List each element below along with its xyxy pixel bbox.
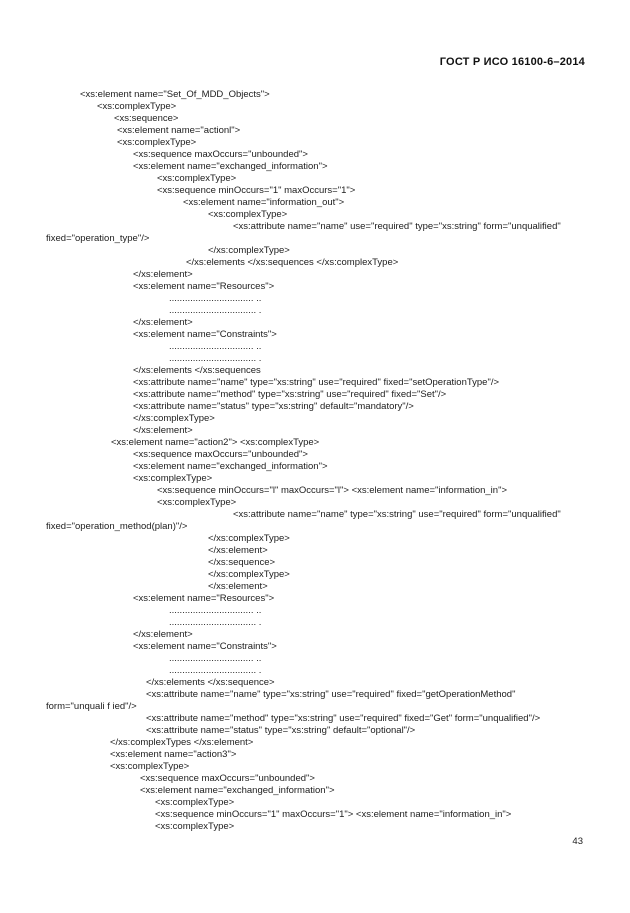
code-line: <xs:complexType>: [155, 797, 235, 808]
code-line: <xs:complexType>: [117, 137, 197, 148]
code-line: <xs:sequence maxOccurs="unbounded">: [140, 773, 315, 784]
code-line: <xs:element name="Set_Of_MDD_Objects">: [80, 89, 270, 100]
code-line: <xs:attribute name="name" type="xs:string" use="required" fixed="getOperationMethod": [146, 689, 516, 700]
code-line: <xs:sequence minOccurs="1" maxOccurs="1"> <xs:element name="information_in">: [155, 809, 512, 820]
code-line: <xs:complexType>: [157, 497, 237, 508]
code-line: <xs:sequence maxOccurs="unbounded">: [133, 449, 308, 460]
code-line: </xs:element>: [208, 545, 268, 556]
code-line: </xs:complexType>: [208, 533, 290, 544]
code-line: fixed="operation_method(plan)"/>: [46, 521, 188, 532]
code-line: </xs:element>: [133, 629, 193, 640]
code-line: <xs:element name="exchanged_information">: [140, 785, 335, 796]
code-line: </xs:complexType>: [208, 245, 290, 256]
code-line: <xs:complexType>: [110, 761, 190, 772]
code-line: ................................. .: [169, 353, 262, 364]
code-line: ................................ ..: [169, 605, 262, 616]
code-line: <xs:complexType>: [208, 209, 288, 220]
code-line: <xs:complexType>: [157, 173, 237, 184]
code-line: </xs:elements </xs:sequences: [133, 365, 261, 376]
code-line: <xs:element name="Resources">: [133, 281, 275, 292]
page-number: 43: [572, 836, 583, 847]
document-header: ГОСТ Р ИСО 16100-6–2014: [439, 56, 585, 68]
code-line: <xs:element name="Resources">: [133, 593, 275, 604]
code-line: </xs:complexTypes </xs:element>: [110, 737, 254, 748]
code-line: <xs:attribute name="status" type="xs:string" default="mandatory"/>: [133, 401, 414, 412]
code-line: </xs:element>: [133, 269, 193, 280]
code-line: ................................. .: [169, 665, 262, 676]
code-line: ................................ ..: [169, 341, 262, 352]
code-line: </xs:element>: [208, 581, 268, 592]
code-line: <xs:element name="actionl">: [117, 125, 241, 136]
code-line: </xs:element>: [133, 317, 193, 328]
code-line: <xs:element name="action2"> <xs:complexType>: [111, 437, 320, 448]
code-line: </xs:complexType>: [133, 413, 215, 424]
code-line: ................................ ..: [169, 293, 262, 304]
code-line: <xs:attribute name="name" use="required" type="xs:string" form="unqualified": [233, 221, 561, 232]
code-line: <xs:element name="exchanged_information">: [133, 461, 328, 472]
code-line: <xs:element name="Constraints">: [133, 329, 277, 340]
code-line: ................................ ..: [169, 653, 262, 664]
code-line: <xs:sequence minOccurs="l" maxOccurs="l"> <xs:element name="information_in">: [157, 485, 507, 496]
code-line: <xs:attribute name="status" type="xs:string" default="optional"/>: [146, 725, 416, 736]
code-line: <xs:element name="exchanged_information">: [133, 161, 328, 172]
code-line: <xs:element name="information_out">: [183, 197, 345, 208]
code-line: <xs:attribute name="name" type="xs:string" use="required" fixed="setOperationType"/>: [133, 377, 500, 388]
code-line: fixed="operation_type"/>: [46, 233, 150, 244]
code-line: </xs:complexType>: [208, 569, 290, 580]
code-line: ................................. .: [169, 617, 262, 628]
code-line: <xs:attribute name="method" type="xs:string" use="required" fixed="Set"/>: [133, 389, 447, 400]
code-line: <xs:complexType>: [155, 821, 235, 832]
code-line: ................................. .: [169, 305, 262, 316]
code-line: <xs:attribute name="method" type="xs:string" use="required" fixed="Get" form="unqualified"/>: [146, 713, 541, 724]
code-line: <xs:sequence maxOccurs="unbounded">: [133, 149, 308, 160]
code-line: <xs:sequence minOccurs="1" maxOccurs="1">: [157, 185, 356, 196]
code-line: <xs:element name="action3">: [110, 749, 237, 760]
code-block: [0, 89, 630, 833]
code-line: <xs:sequence>: [114, 113, 179, 124]
code-line: <xs:complexType>: [97, 101, 177, 112]
code-line: </xs:elements </xs:sequence>: [146, 677, 275, 688]
code-line: <xs:attribute name="name" type="xs:string" use="required" form="unqualified": [233, 509, 561, 520]
code-line: </xs:element>: [133, 425, 193, 436]
code-line: <xs:element name="Constraints">: [133, 641, 277, 652]
code-line: </xs:sequence>: [208, 557, 276, 568]
code-line: form="unquali f ied"/>: [46, 701, 137, 712]
code-line: </xs:elements </xs:sequences </xs:complexType>: [186, 257, 399, 268]
code-line: <xs:complexType>: [133, 473, 213, 484]
